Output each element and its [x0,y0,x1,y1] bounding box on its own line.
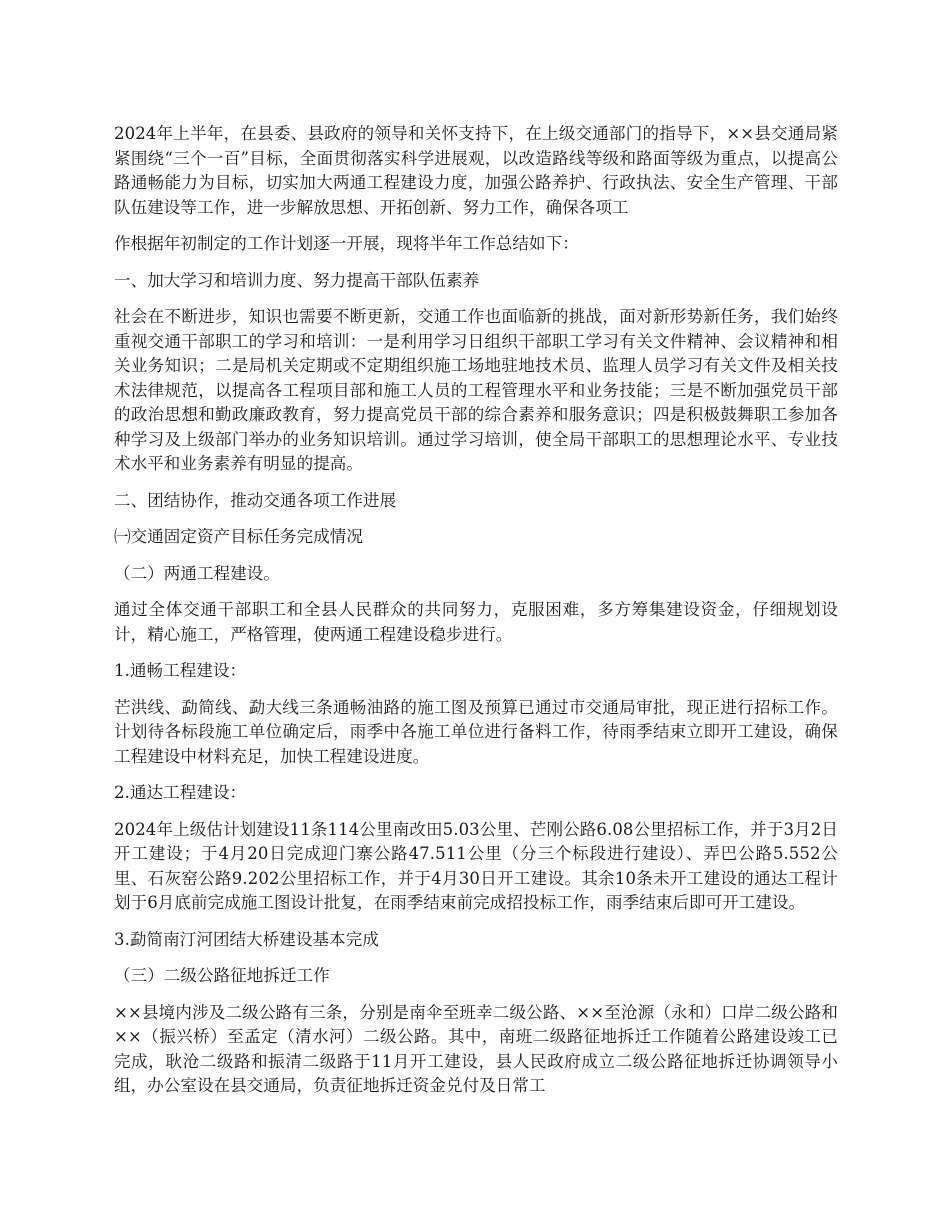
access-project-paragraph: 2024年上级估计划建设11条114公里南改田5.03公里、芒刚公路6.08公里招标工作，并于3月2日开工建设；于4月20日完成迎门寨公路47.511公里（分三个标段进行建设）、弄巴公路5.552公里、石灰窑公路9.202公里招标工作，并于4月30日开工建设。其余10条未开工建设的通达工程计划于6月底前完成施工图设计批复，在雨季结束前完成招投标工作，雨季结束后即可开工建设。 [114,819,838,912]
paving-project-paragraph: 芒洪线、勐简线、勐大线三条通畅油路的施工图及预算已通过市交通局审批，现正进行招标工作。计划待各标段施工单位确定后，雨季中各施工单位进行备料工作，待雨季结束立即开工建设，确保工程建设中材料充足，加快工程建设进度。 [114,697,838,766]
intro-continuation-paragraph: 作根据年初制定的工作计划逐一开展，现将半年工作总结如下： [114,234,579,253]
subsection-heading-1: ㈠交通固定资产目标任务完成情况 [114,527,363,546]
land-acquisition-paragraph: ××县境内涉及二级公路有三条，分别是南伞至班幸二级公路、××至沧源（永和）口岸二级公路和××（振兴桥）至孟定（清水河）二级公路。其中，南班二级路征地拆迁工作随着公路建设竣工已完成，耿沧二级路和振清二级路于11月开工建设，县人民政府成立二级公路征地拆迁协调领导小组，办公室设在县交通局，负责征地拆迁资金兑付及日常工 [114,1002,838,1095]
item-heading-2: 2.通达工程建设： [114,783,247,802]
item-heading-1: 1.通畅工程建设： [114,661,247,680]
subsection-heading-3: （三）二级公路征地拆迁工作 [114,966,330,985]
subsection-heading-2: （二）两通工程建设。 [114,563,280,583]
document-body [114,122,838,1111]
section-heading-2: 二、团结协作，推动交通各项工作进展 [114,490,397,510]
item-heading-3: 3.勐简南汀河团结大桥建设基本完成 [114,929,379,949]
training-paragraph: 社会在不断进步，知识也需要不断更新，交通工作也面临新的挑战，面对新形势新任务，我们始终重视交通干部职工的学习和培训：一是利用学习日组织干部职工学习有关文件精神、会议精神和相关业务知识；二是局机关定期或不定期组织施工场地驻地技术员、监理人员学习有关文件及相关技术法律规范，以提高各工程项目部和施工人员的工程管理水平和业务技能；三是不断加强党员干部的政治思想和勤政廉政教育，努力提高党员干部的综合素养和服务意识；四是积极鼓舞职工参加各种学习及上级部门举办的业务知识培训。通过学习培训，使全局干部职工的思想理论水平、专业技术水平和业务素养有明显的提高。 [114,307,838,473]
section-heading-1: 一、加大学习和培训力度、努力提高干部队伍素养 [114,270,480,290]
two-access-paragraph: 通过全体交通干部职工和全县人民群众的共同努力，克服困难，多方筹集建设资金，仔细规划设计，精心施工，严格管理，使两通工程建设稳步进行。 [114,600,838,644]
intro-paragraph: 2024年上半年，在县委、县政府的领导和关怀支持下，在上级交通部门的指导下，××县交通局紧紧围绕“三个一百”目标，全面贯彻落实科学进展观，以改造路线等级和路面等级为重点，以提高公路通畅能力为目标，切实加大两通工程建设力度，加强公路养护、行政执法、安全生产管理、干部队伍建设等工作，进一步解放思想、开拓创新、努力工作，确保各项工 [114,124,838,217]
